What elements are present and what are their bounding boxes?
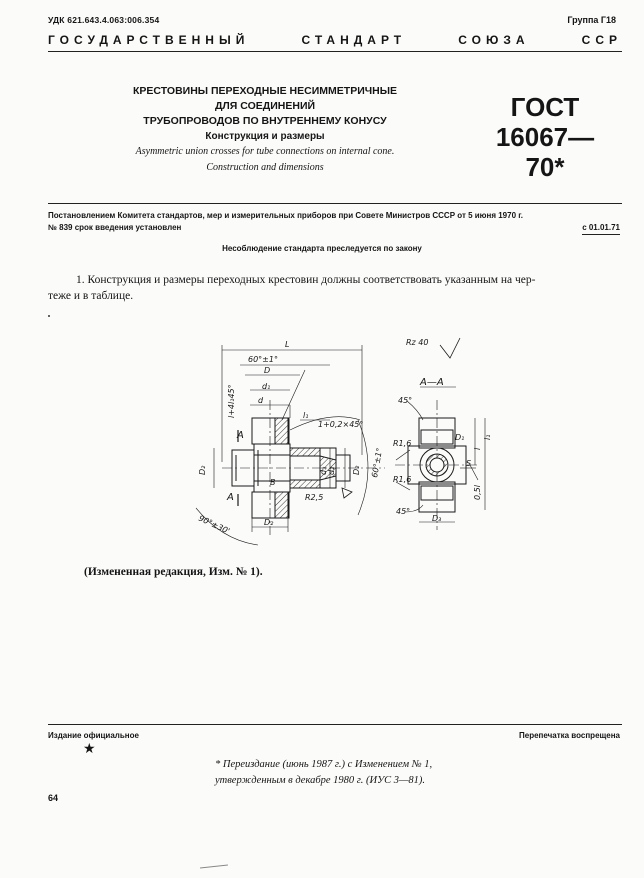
label-d1: d₁ <box>262 382 271 391</box>
decree-line: Постановлением Комитета стандартов, мер и измерительных приборов при Совете Министров СССР от 5 июня 1970 г. <box>48 211 523 220</box>
label-l1: l₁ <box>303 411 309 420</box>
label-D3: D₃ <box>432 514 442 523</box>
label-d3: d₃ <box>319 466 328 475</box>
title-subtitle: Конструкция и размеры <box>205 131 325 142</box>
edition-label: Издание официальное <box>48 731 139 740</box>
standard-name: ГОСТ <box>510 92 580 122</box>
paragraph-line: 1. Конструкция и размеры переходных крестовин должны соответствовать указанным на чер- <box>76 274 536 286</box>
cross-section-view <box>395 338 485 530</box>
label-R25: R2,5 <box>305 493 324 502</box>
label-chamfer: 1+0,2×45° <box>318 420 364 429</box>
label-roughness: Rz 40 <box>406 338 429 347</box>
footnote-line: * Переиздание (июнь 1987 г.) с Изменением № 1, <box>215 759 433 770</box>
title-line: КРЕСТОВИНЫ ПЕРЕХОДНЫЕ НЕСИММЕТРИЧНЫЕ <box>133 85 397 97</box>
label-45: 45° <box>398 396 413 405</box>
cross-main-view <box>196 345 385 545</box>
star-icon: ★ <box>83 740 96 756</box>
title-english: Asymmetric union crosses for tube connections on internal cone. <box>135 146 395 157</box>
reprint-label: Перепечатка воспрещена <box>519 731 620 740</box>
stray-mark <box>200 865 228 869</box>
label-S: S <box>466 459 472 468</box>
label-D2-right: D₂ <box>352 465 361 475</box>
law-warning: Несоблюдение стандарта преследуется по закону <box>222 244 422 253</box>
banner-word: ГОСУДАРСТВЕННЫЙ <box>48 33 250 47</box>
label-section-A: А <box>227 492 234 503</box>
label-R16: R1,6 <box>393 475 412 484</box>
label-D: D <box>264 366 271 375</box>
group-label: Группа Г18 <box>567 15 616 25</box>
label-D2-bottom: D₂ <box>264 518 274 527</box>
footnote <box>215 757 432 789</box>
paragraph-line: теже и в таблице. <box>48 290 134 302</box>
label-45: 45° <box>396 507 411 516</box>
label-D2-left: D₂ <box>198 465 207 475</box>
label-L: L <box>285 340 290 349</box>
standard-code: 16067—70* <box>495 122 595 182</box>
label-l-dim: l+4l₁45° <box>227 384 236 418</box>
label-angle: 60°±1° <box>248 355 278 364</box>
page-number: 64 <box>48 793 59 803</box>
banner-word: СТАНДАРТ <box>301 33 407 47</box>
label-d2: d₂ <box>327 466 336 475</box>
label-d: d <box>258 396 264 405</box>
label-section-AA: А—А <box>420 377 444 388</box>
label-R16: R1,6 <box>393 439 412 448</box>
label-side-l1: l₁ <box>483 434 492 440</box>
title-english: Construction and dimensions <box>206 162 324 173</box>
label-angle-b: 60°±1° <box>370 447 385 479</box>
label-05l: 0,5l <box>473 485 482 500</box>
banner-word: ССР <box>581 33 622 47</box>
label-B: B <box>270 478 276 487</box>
banner-word: СОЮЗА <box>458 33 530 47</box>
label-D1: D₁ <box>455 433 465 442</box>
title-line: ДЛЯ СОЕДИНЕНИЙ <box>214 100 316 112</box>
decree-line: № 839 срок введения установлен <box>48 223 182 232</box>
udk-code: УДК 621.643.4.063:006.354 <box>48 15 160 25</box>
amendment-note: (Измененная редакция, Изм. № 1). <box>84 566 263 578</box>
decree-date: с 01.01.71 <box>582 222 620 235</box>
label-side-l: l <box>473 447 482 450</box>
title-line: ТРУБОПРОВОДОВ ПО ВНУТРЕННЕМУ КОНУСУ <box>143 115 387 127</box>
footnote-line: утвержденным в декабре 1980 г. (ИУС 3—81). <box>215 775 425 786</box>
footer-rule <box>48 724 622 725</box>
label-angle-90: 90°±30' <box>197 513 232 536</box>
label-section-A: А <box>237 430 244 441</box>
